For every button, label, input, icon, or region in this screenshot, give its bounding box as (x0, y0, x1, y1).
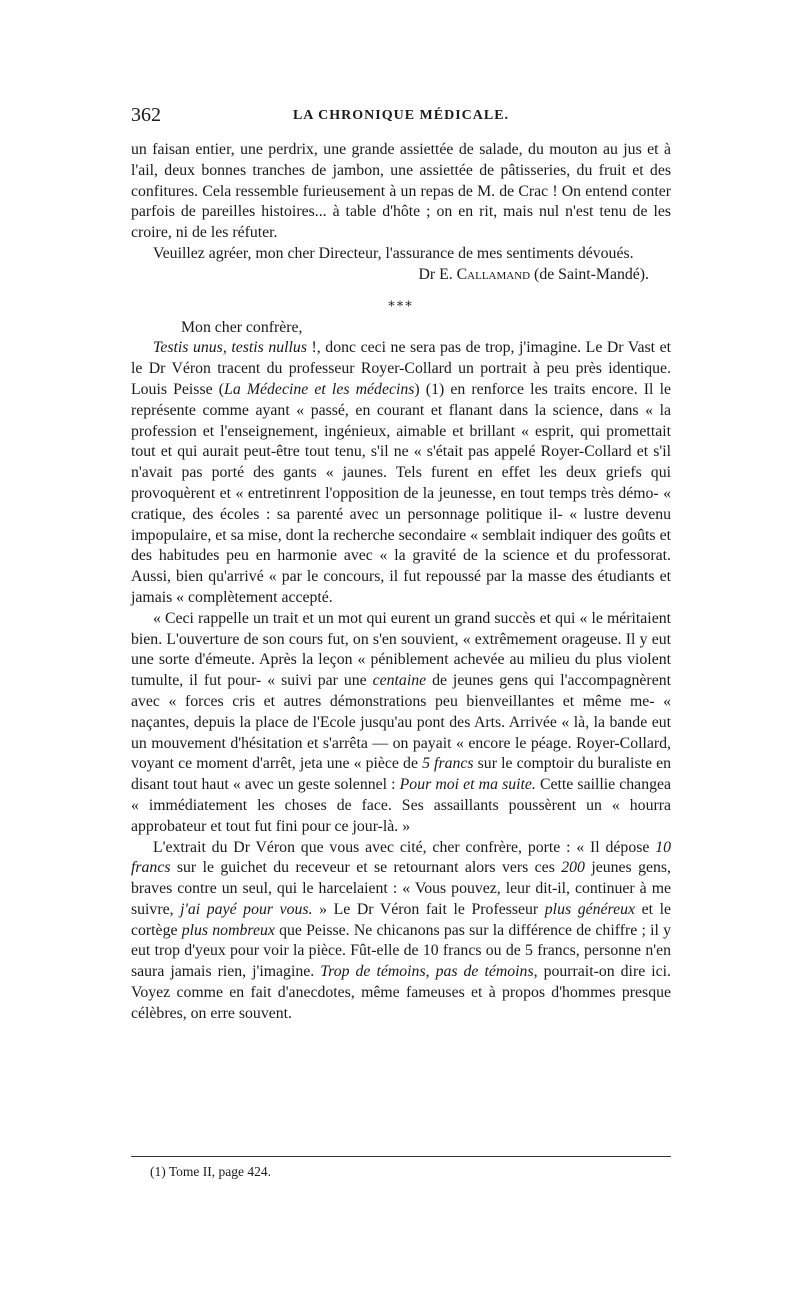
signature-name: Callamand (456, 265, 531, 283)
salutation: Mon cher confrère, (181, 318, 303, 336)
signature (131, 265, 671, 286)
footnote: (1) Tome II, page 424. (150, 1164, 272, 1179)
paragraph: un faisan entier, une perdrix, une grande assiettée de salade, du mouton au jus et à l'ail, deux bonnes tranches de jambon, une assiettée de pâtisseries, du fruit et des confitures. Cela ressemble furieusement à un repas de M. de Crac ! On entend conter parfois de pareilles histoires... à table d'hôte ; on en rit, mais nul n'est tenu de les croire, ni de les réfuter. (131, 141, 671, 242)
page-number: 362 (131, 104, 161, 126)
body-text (131, 140, 671, 1025)
signature-title: Dr E. (418, 265, 457, 283)
page-header (131, 104, 671, 128)
paragraph: Testis unus, testis nullus !, donc ceci ne sera pas de trop, j'imagine. Le Dr Vast et le Dr Véron tracent du professeur Royer-Collard un portrait à peu près identique. Louis Peisse (La Médecine et les médecins) (1) en renforce les traits encore. Il le représente comme ayant « passé, en courant et flanant dans la science, dans « la profession et l'enseignement, ingénieux, aimable et brillant « esprit, qui promettait tout et qui aurait peut-être tout tenu, s'il ne « s'était pas appelé Royer-Collard et s'il n'avait pas porté des gants « jaunes. Tels furent en effet les deux griefs qui provoquèrent et « entretinrent l'opposition de la jeunesse, en tout temps très démo- « cratique, des écoles : sa parenté avec un personnage politique il- « lustre devenu impopulaire, et sa mise, dont la recherche secondaire « semblait indiquer des goûts et des habitudes peu en harmonie avec « la gravité de la science et du professorat. Aussi, bien qu'arrivé « par le concours, il fut repoussé par la masse des étudiants et jamais « complètement accepté. (131, 339, 671, 606)
paragraph: « Ceci rappelle un trait et un mot qui eurent un grand succès et qui « le méritaient bien. L'ouverture de son cours fut, on s'en souvient, « extrêmement orageuse. Il y eut une sorte d'émeute. Après la leçon « péniblement achevée au milieu du plus violent tumulte, il fut pour- « suivi par une centaine de jeunes gens qui l'accompagnèrent avec « forces cris et autres démonstrations peu bienveillantes et même me- « naçantes, depuis la place de l'Ecole jusqu'au pont des Arts. Arrivée « là, la bande eut un mouvement d'hésitation et s'arrêta — on payait « encore le péage. Royer-Collard, voyant ce moment d'arrêt, jeta une « pièce de 5 francs sur le comptoir du buraliste en disant tout haut « avec un geste solennel : Pour moi et ma suite. Cette saillie changea « immédiatement les choses de face. Ses assaillants poussèrent un « hourra approbateur et tout fut fini pour ce jour-là. » (131, 609, 672, 835)
book-title: La Médecine et les médecins (224, 380, 415, 398)
italic-quote: Testis unus, testis nullus (153, 339, 307, 357)
running-head: LA CHRONIQUE MÉDICALE. (292, 108, 510, 123)
footnote-divider (131, 1156, 671, 1157)
section-separator: ⁎⁎⁎ (388, 293, 414, 309)
paragraph: L'extrait du Dr Véron que vous avec cité, cher confrère, porte : « Il dépose 10 francs sur le guichet du receveur et se retournant alors vers ces 200 jeunes gens, braves contre un seul, qui le harcelaient : « Vous pouvez, leur dit-il, continuer à me suivre, j'ai payé pour vous. » Le Dr Véron fait le Professeur plus généreux et le cortège plus nombreux que Peisse. Ne chicanons pas sur la différence de chiffre ; il y eut trop d'yeux pour voir la pièce. Fût-elle de 10 francs ou de 5 francs, personne n'en saura jamais rien, j'imagine. Trop de témoins, pas de témoins, pourrait-on dire ici. Voyez comme en fait d'anecdotes, même fameuses et à propos d'hommes presque célèbres, on erre souvent. (131, 838, 671, 1022)
signature-place: (de Saint-Mandé). (530, 265, 649, 283)
paragraph: Veuillez agréer, mon cher Directeur, l'assurance de mes sentiments dévoués. (153, 244, 634, 262)
